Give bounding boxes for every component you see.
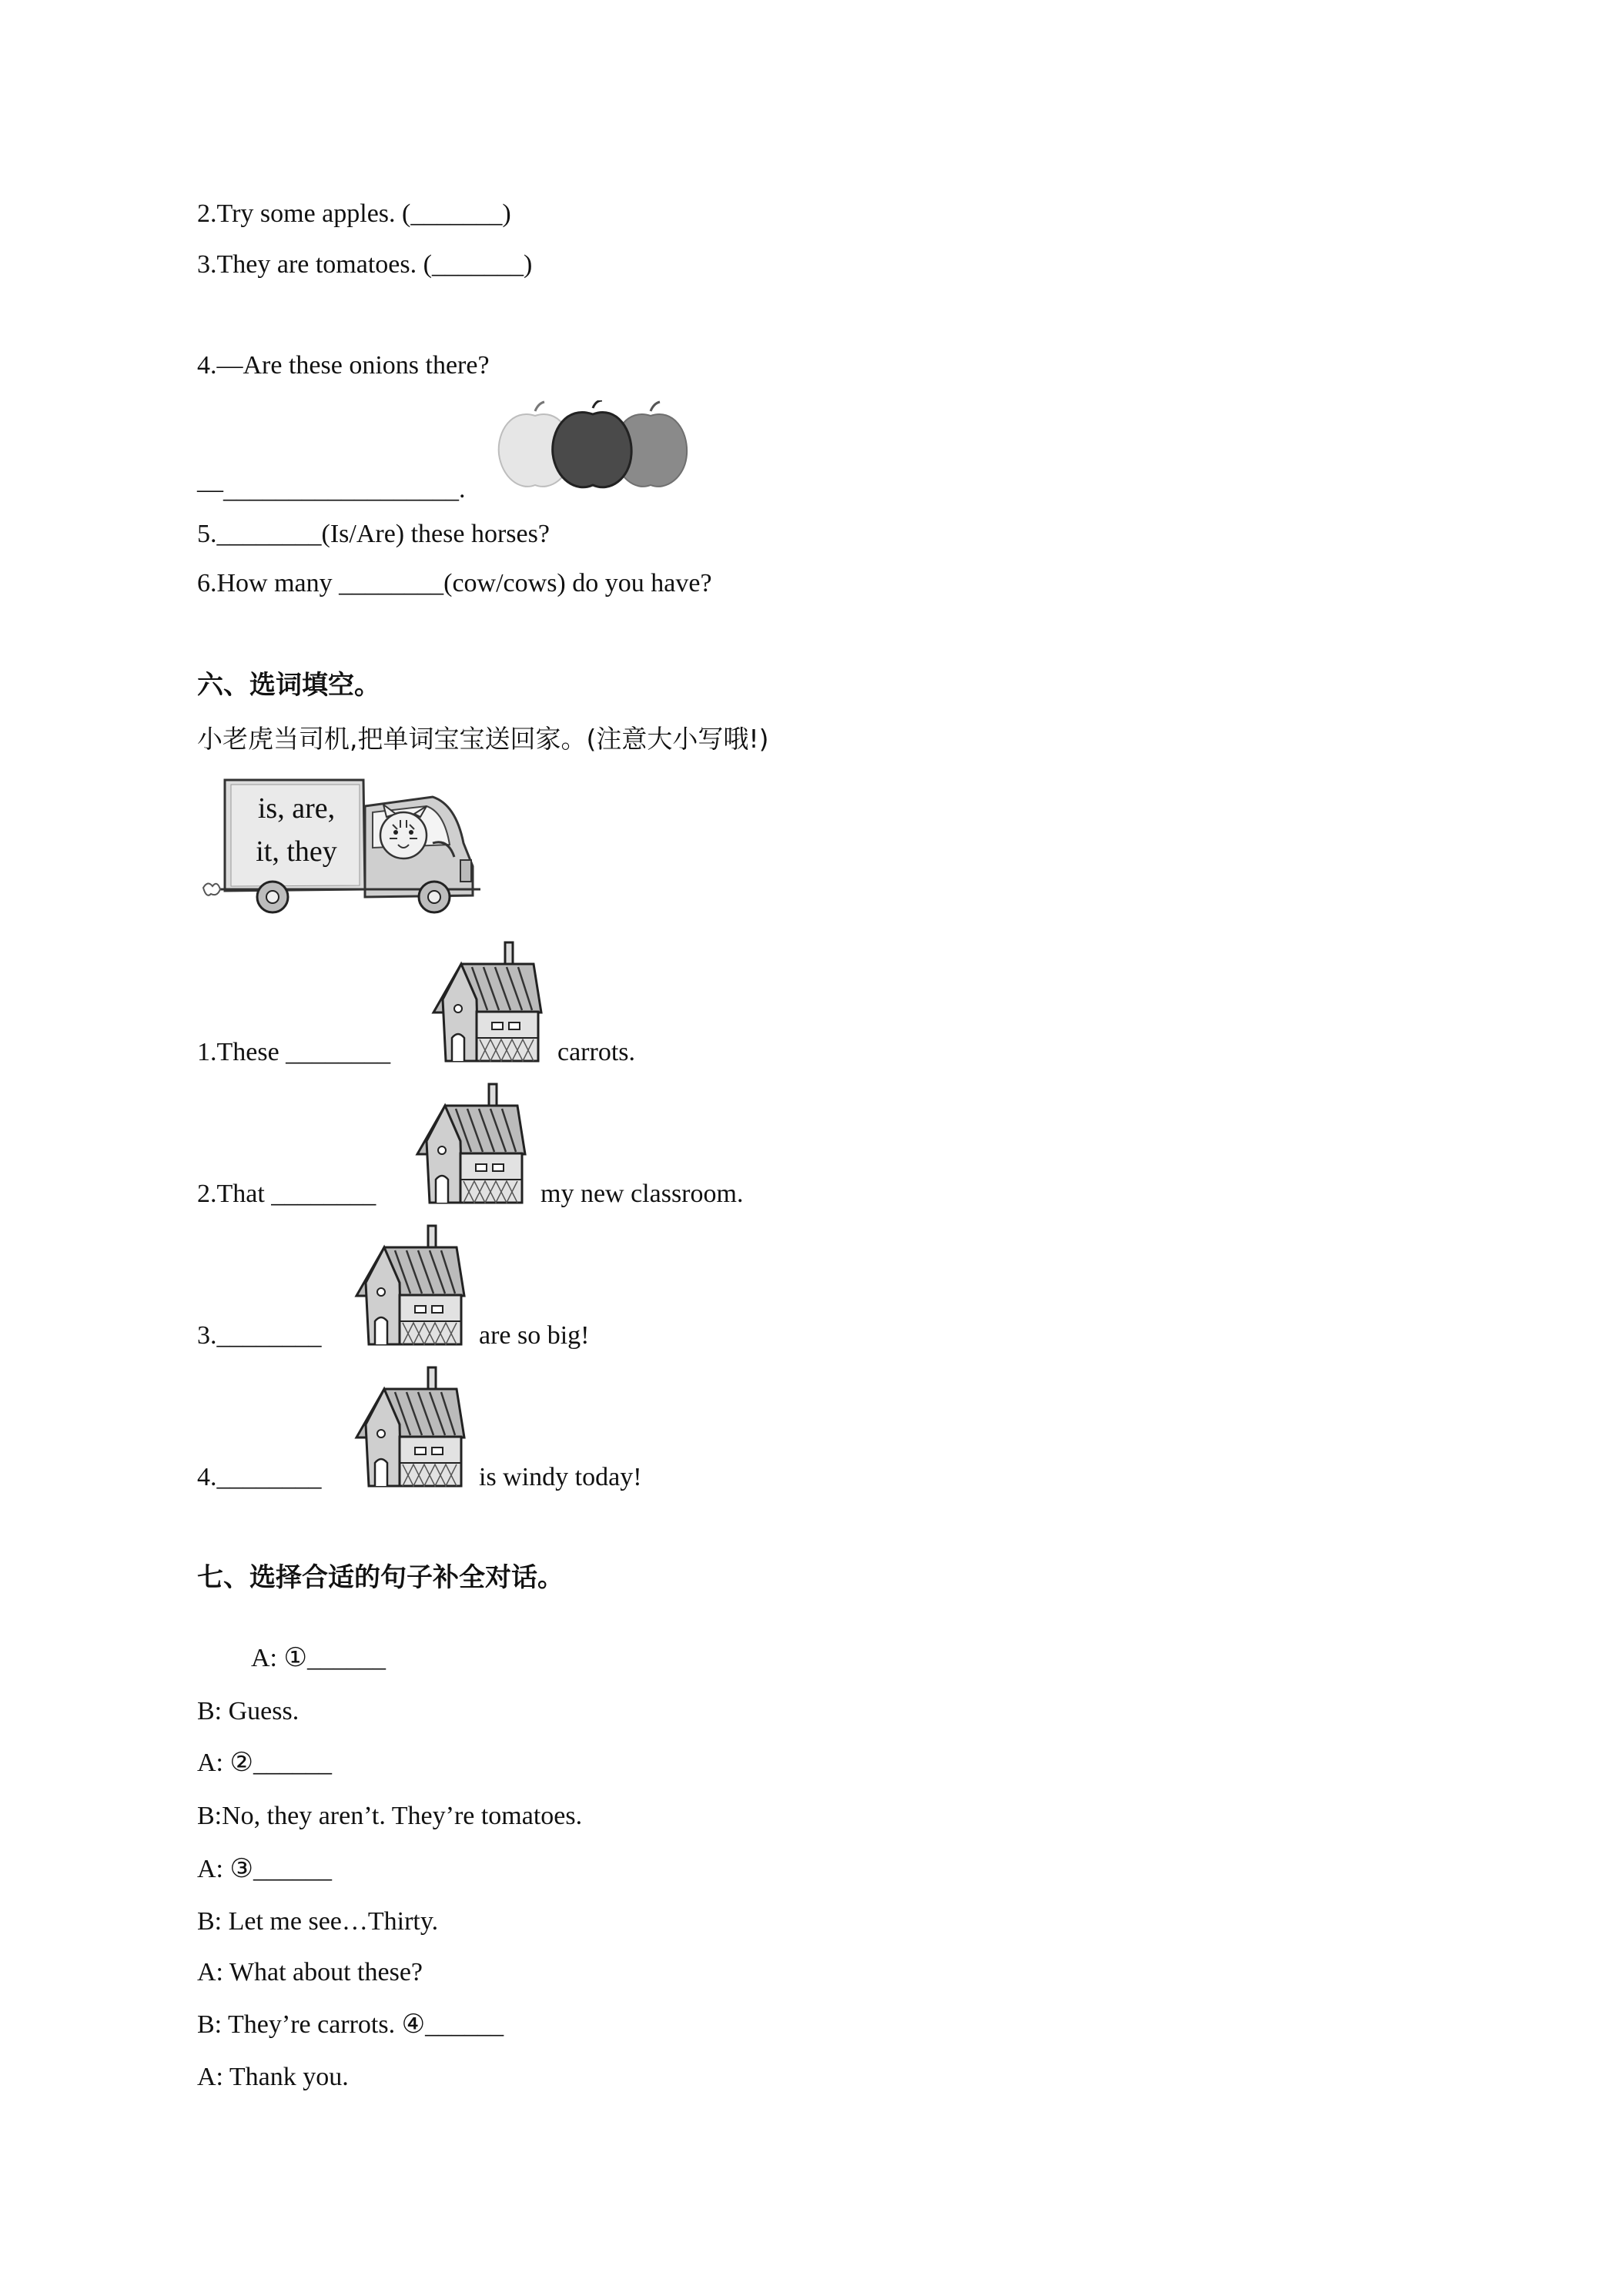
section-6-item-2-after: my new classroom. <box>540 1180 744 1208</box>
truck-words-line-2: it, they <box>256 835 337 868</box>
section-6-item-3-after: are so big! <box>479 1321 590 1350</box>
section-6-item-1-before: 1.These ________ <box>197 1038 391 1066</box>
section-6-instruction: 小老虎当司机,把单词宝宝送回家。(注意大小写哦!) <box>197 724 769 754</box>
section-6-item-4-before: 4.________ <box>197 1463 322 1491</box>
dialogue-line-2: B: Guess. <box>197 1697 300 1725</box>
dialogue-line-9: A: Thank you. <box>197 2063 349 2091</box>
dialogue-line-5: A: ③______ <box>197 1855 332 1883</box>
house-icon <box>410 1081 533 1208</box>
section-7-heading: 七、选择合适的句子补全对话。 <box>197 1562 564 1593</box>
section-6-item-4-after: is windy today! <box>479 1463 642 1491</box>
item-2-text: 2.Try some apples. (_______) <box>197 199 511 228</box>
house-icon <box>349 1223 472 1350</box>
item-6-text: 6.How many ________(cow/cows) do you have? <box>197 569 712 597</box>
apples-icon <box>493 400 701 493</box>
house-icon <box>426 939 549 1066</box>
truck-word-bank <box>231 787 362 873</box>
dialogue-line-7: A: What about these? <box>197 1958 423 1986</box>
dialogue-line-3: A: ②______ <box>197 1749 332 1777</box>
item-5-text: 5.________(Is/Are) these horses? <box>197 520 550 548</box>
truck-words-line-1: is, are, <box>257 792 336 825</box>
item-4-question: 4.—Are these onions there? <box>197 351 490 380</box>
section-6-item-1-after: carrots. <box>557 1038 636 1066</box>
item-4-answer: —__________________. <box>197 475 466 504</box>
dialogue-line-4: B:No, they aren’t. They’re tomatoes. <box>197 1802 583 1830</box>
dialogue-line-1: A: ①______ <box>251 1644 386 1672</box>
item-3-text: 3.They are tomatoes. (_______) <box>197 250 533 279</box>
section-6-item-2-before: 2.That ________ <box>197 1180 376 1208</box>
house-icon <box>349 1364 472 1491</box>
dialogue-line-8: B: They’re carrots. ④______ <box>197 2010 504 2039</box>
section-6-item-3-before: 3.________ <box>197 1321 322 1350</box>
section-6-heading: 六、选词填空。 <box>197 670 380 701</box>
dialogue-line-6: B: Let me see…Thirty. <box>197 1907 439 1936</box>
